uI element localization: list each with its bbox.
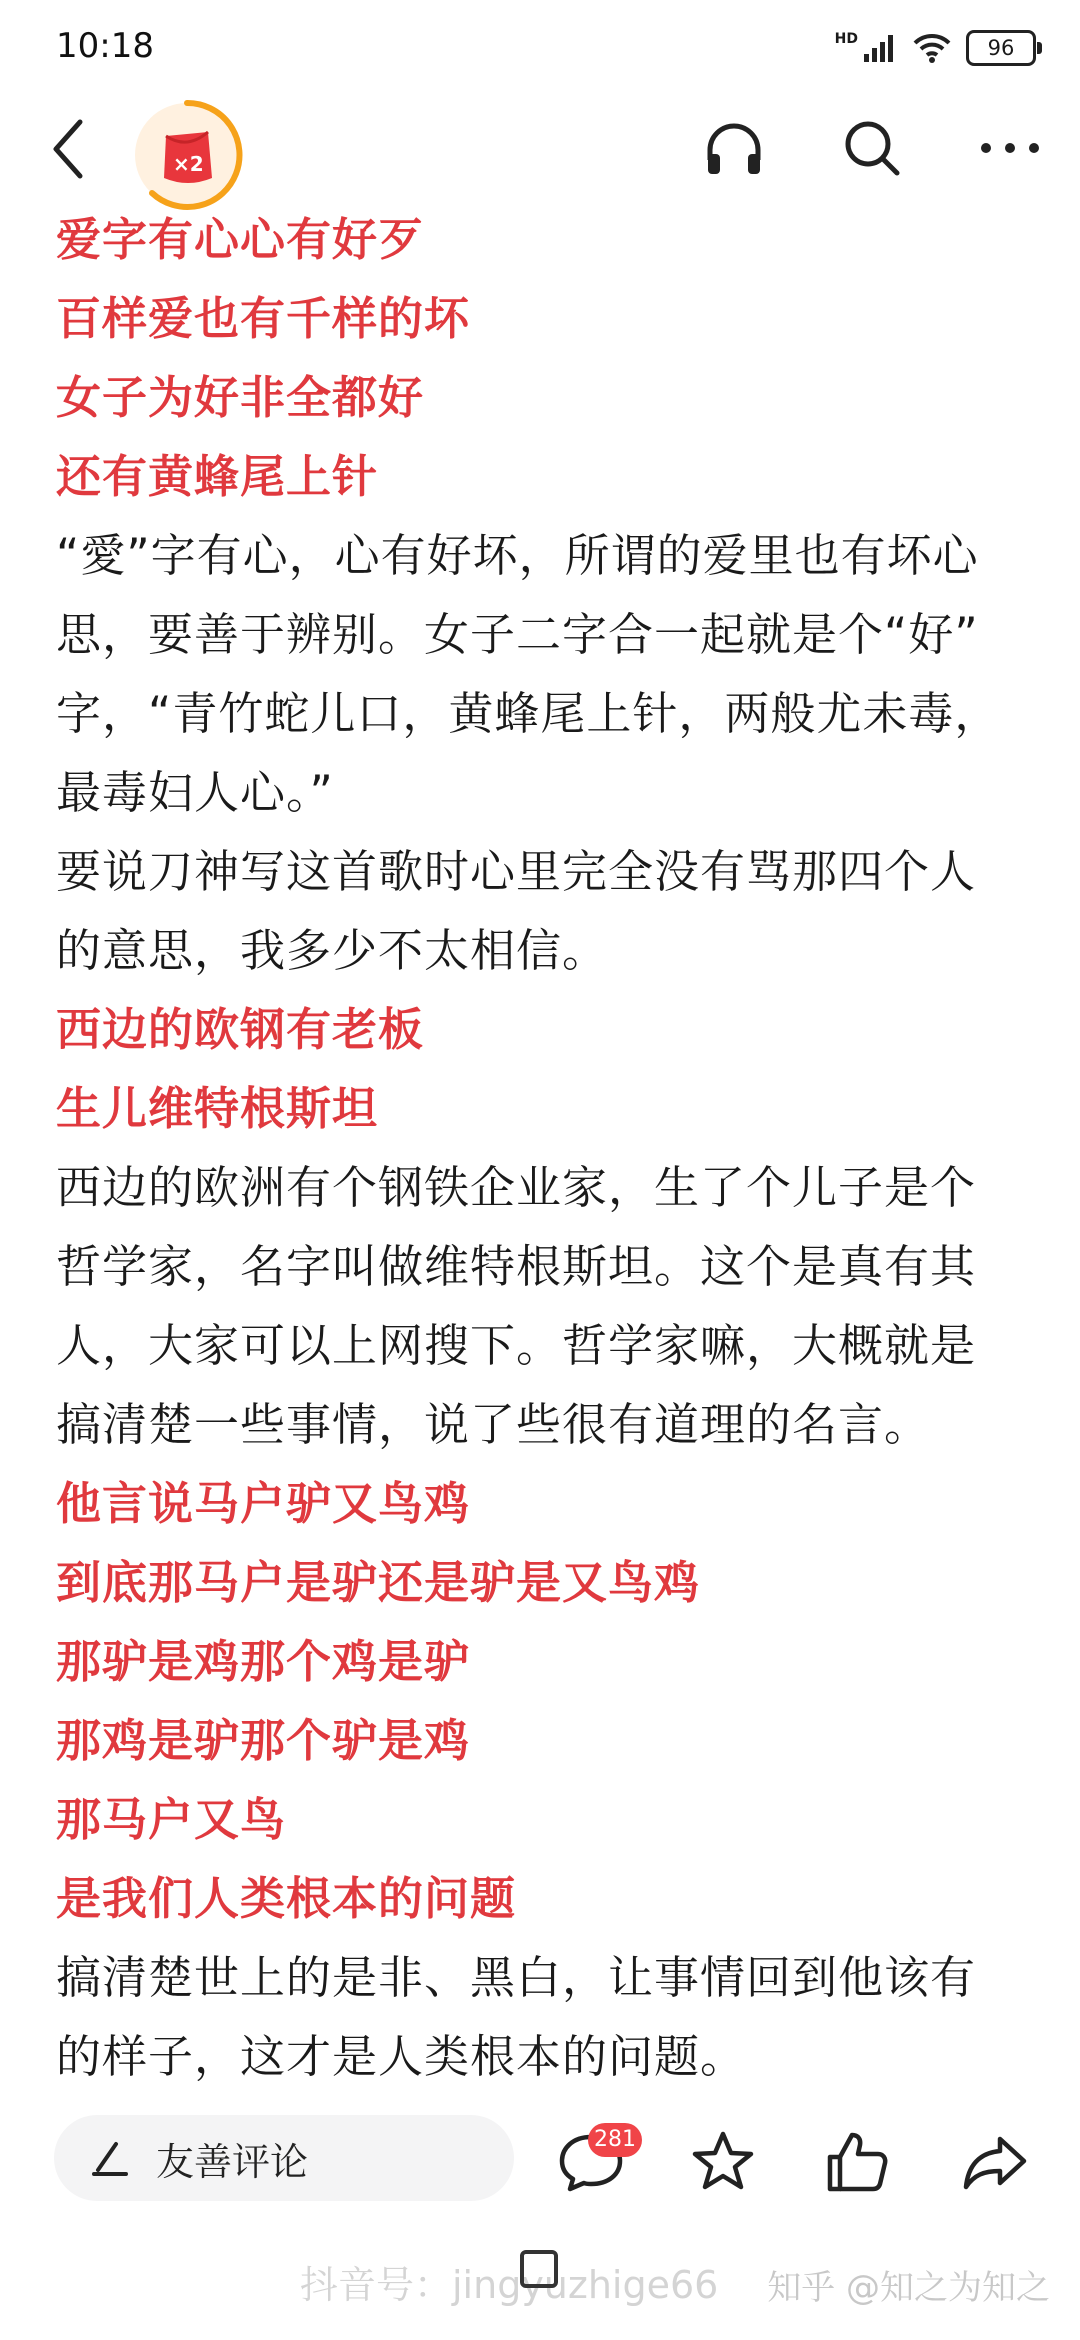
reward-multiplier: ×2 — [173, 152, 204, 176]
paragraph-line: 思，要善于辨别。女子二字合一起就是个“好” — [56, 608, 979, 661]
pen-icon — [90, 2138, 130, 2178]
lyric-line: 西边的欧钢有老板 — [56, 1003, 425, 1056]
like-icon[interactable] — [822, 2127, 892, 2197]
headphones-icon — [702, 116, 766, 180]
lyric-line: 女子为好非全都好 — [56, 371, 425, 424]
paragraph-line: 人，大家可以上网搜下。哲学家嘛，大概就是 — [56, 1319, 977, 1372]
lyric-line: 是我们人类根本的问题 — [56, 1872, 517, 1925]
star-icon[interactable] — [688, 2127, 758, 2197]
paragraph-line: 要说刀神写这首歌时心里完全没有骂那四个人 — [56, 845, 977, 898]
lyric-line: 那鸡是驴那个驴是鸡 — [56, 1714, 471, 1767]
lyric-line: 那驴是鸡那个鸡是驴 — [56, 1635, 471, 1688]
lyric-line: 到底那马户是驴还是驴是又鸟鸡 — [56, 1556, 701, 1609]
lyric-line: 那马户又鸟 — [56, 1793, 287, 1846]
paragraph-line: 搞清楚世上的是非、黑白，让事情回到他该有 — [56, 1951, 977, 2004]
more-button[interactable] — [970, 108, 1050, 188]
bottom-action-bar — [0, 2085, 1080, 2235]
comment-count-badge: 281 — [588, 2123, 642, 2157]
paragraph-line: 的意思，我多少不太相信。 — [56, 924, 609, 977]
network-label: HD — [834, 31, 858, 47]
douyin-watermark: 抖音号：jingyuzhige66 — [300, 2263, 719, 2307]
paragraph-line: 搞清楚一些事情，说了些很有道理的名言。 — [56, 1398, 931, 1451]
status-time: 10:18 — [56, 26, 154, 66]
back-icon[interactable] — [46, 114, 90, 184]
paragraph-line: 最毒妇人心。” — [56, 766, 334, 819]
signal-icon — [862, 32, 898, 64]
search-button[interactable] — [832, 108, 912, 188]
paragraph-line: 字，“青竹蛇儿口，黄蜂尾上针，两般尤未毒， — [56, 687, 1001, 740]
battery-indicator: 96 — [966, 30, 1036, 66]
reward-button[interactable] — [128, 96, 246, 214]
article-content — [56, 200, 1036, 2096]
headphones-button[interactable] — [694, 108, 774, 188]
share-icon[interactable] — [960, 2127, 1030, 2197]
lyric-line: 生儿维特根斯坦 — [56, 1082, 379, 1135]
paragraph-line: 的样子，这才是人类根本的问题。 — [56, 2030, 747, 2083]
paragraph-line: “愛”字有心，心有好坏，所谓的爱里也有坏心 — [56, 529, 979, 582]
system-icons — [835, 28, 1036, 68]
home-nav-button[interactable] — [520, 2250, 558, 2288]
more-icon — [978, 140, 1042, 156]
comment-placeholder: 友善评论 — [156, 2139, 309, 2184]
paragraph-line: 哲学家，名字叫做维特根斯坦。这个是真有其 — [56, 1240, 977, 1293]
search-icon — [841, 117, 903, 179]
comment-input[interactable] — [54, 2115, 514, 2201]
lyric-line: 还有黄蜂尾上针 — [56, 450, 379, 503]
lyric-line: 爱字有心心有好歹 — [56, 213, 425, 266]
status-bar — [0, 0, 1080, 96]
paragraph-line: 西边的欧洲有个钢铁企业家，生了个儿子是个 — [56, 1161, 977, 1214]
zhihu-watermark: 知乎 @知之为知之 — [767, 2268, 1050, 2308]
wifi-icon — [912, 32, 952, 64]
lyric-line: 他言说马户驴又鸟鸡 — [56, 1477, 471, 1530]
lyric-line: 百样爱也有千样的坏 — [56, 292, 471, 345]
